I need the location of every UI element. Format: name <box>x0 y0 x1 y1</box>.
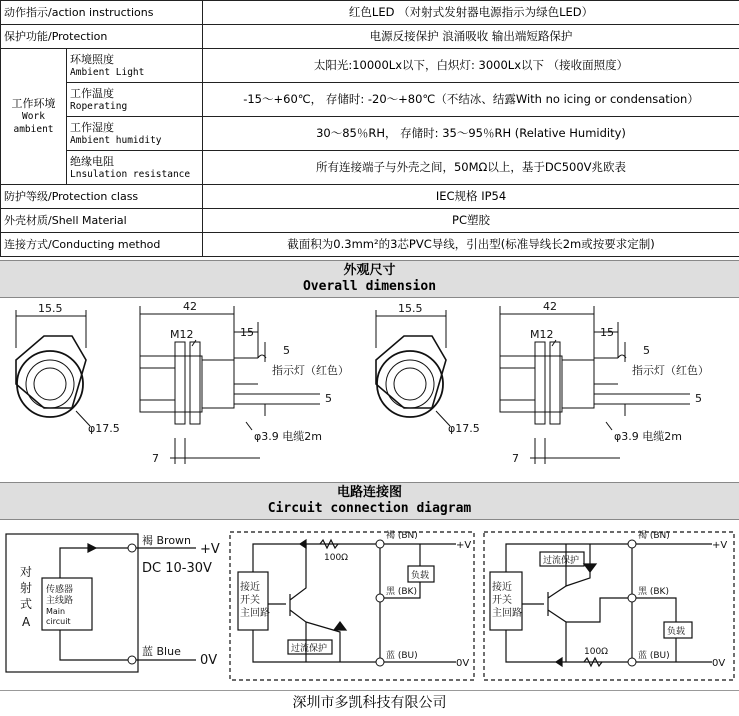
main-circuit-line: 接近 <box>492 582 512 593</box>
zero-v-label: 0V <box>200 653 218 668</box>
resistor-label: 100Ω <box>324 553 349 563</box>
dim-cable-gap: 5 <box>695 392 702 405</box>
dim-cable-label: φ3.9 电缆2m <box>614 430 682 443</box>
shell-value: PC塑胶 <box>203 209 739 233</box>
dim-front-dia: φ17.5 <box>88 422 120 435</box>
brown-label: 褐 Brown <box>142 534 192 547</box>
main-circuit-line: 开关 <box>240 595 260 606</box>
overcurrent-label: 过流保护 <box>291 644 328 654</box>
dim-body-length: 42 <box>543 300 557 313</box>
plus-v-label: +V <box>200 542 220 557</box>
env-name-en: Ambient humidity <box>70 134 162 146</box>
dimension-drawing <box>0 298 739 482</box>
row-protection <box>1 25 739 49</box>
env-value: 30～85％RH， 存储时: 35～95％RH (Relative Humidity) <box>203 117 739 151</box>
row-temperature <box>1 83 739 117</box>
dim-thread: M12 <box>170 328 194 341</box>
circuit-title-cn: 电路连接图 <box>336 485 402 500</box>
dim-led-label: 指示灯（红色） <box>272 364 349 377</box>
resistor-label: 100Ω <box>584 647 609 657</box>
front-view-right <box>376 310 450 426</box>
row-insulation <box>1 151 739 185</box>
circuit-b <box>230 530 474 680</box>
bk-label: 黑 (BK) <box>386 587 417 597</box>
load-label: 负载 <box>667 627 686 637</box>
environment-group <box>1 49 67 185</box>
bn-label: 褐 (BN) <box>386 531 418 541</box>
row-protection-class <box>1 185 739 209</box>
dim-nut-width: 7 <box>152 452 159 465</box>
circuit-banner <box>0 482 739 520</box>
env-name <box>67 117 203 151</box>
main-box-line: circuit <box>46 617 71 626</box>
dim-front-width: 15.5 <box>398 302 423 315</box>
zero-v-label: 0V <box>712 658 726 669</box>
dim-body-length: 42 <box>183 300 197 313</box>
bn-label: 褐 (BN) <box>638 531 670 541</box>
circuit-c <box>484 530 734 680</box>
main-circuit-line: 接近 <box>240 582 260 593</box>
dim-cable-label: φ3.9 电缆2m <box>254 430 322 443</box>
env-name-cn: 工作湿度 <box>70 120 114 134</box>
env-group-cn: 工作环境 <box>11 97 56 110</box>
front-view-left <box>16 310 90 426</box>
dimension-title-cn: 外观尺寸 <box>343 263 396 278</box>
row-indicator <box>1 1 739 25</box>
env-name-en: Lnsulation resistance <box>70 168 191 180</box>
spec-table <box>0 0 739 257</box>
dim-led-gap: 5 <box>283 344 290 357</box>
protection-label: 保护功能/Protection <box>1 25 203 49</box>
dimension-title-en: Overall dimension <box>302 279 437 294</box>
circuit-a <box>6 534 220 672</box>
dim-led-len: 15 <box>240 326 254 339</box>
env-name-en: Ambient Light <box>70 66 145 78</box>
bu-label: 蓝 (BU) <box>638 651 670 661</box>
dim-front-width: 15.5 <box>38 302 63 315</box>
dim-nut-width: 7 <box>512 452 519 465</box>
dim-cable-gap: 5 <box>325 392 332 405</box>
dim-led-label: 指示灯（红色） <box>632 364 709 377</box>
overcurrent-label: 过流保护 <box>543 556 580 566</box>
blue-label: 蓝 Blue <box>142 645 181 658</box>
env-name-cn: 环境照度 <box>70 52 114 66</box>
env-value: -15～+60℃， 存储时: -20～+80℃（不结冰、结露With no icing or condensation） <box>203 83 739 117</box>
row-humidity <box>1 117 739 151</box>
env-value: 所有连接端子与外壳之间，50MΩ以上，基于DC500V兆欧表 <box>203 151 739 185</box>
env-name-cn: 工作温度 <box>70 86 114 100</box>
indicator-label: 动作指示/action instructions <box>1 1 203 25</box>
shell-label: 外壳材质/Shell Material <box>1 209 203 233</box>
plus-v-label: +V <box>712 540 728 551</box>
conducting-value: 截面积为0.3mm²的3芯PVC导线，引出型(标准导线长2m或按要求定制) <box>203 233 739 257</box>
main-circuit-line: 主回路 <box>492 608 522 619</box>
protection-class-label: 防护等级/Protection class <box>1 185 203 209</box>
dim-led-len: 15 <box>600 326 614 339</box>
side-label-char: A <box>22 615 31 629</box>
env-name-cn: 绝缘电阻 <box>70 154 114 168</box>
protection-value: 电源反接保护 浪涌吸收 输出端短路保护 <box>203 25 739 49</box>
row-ambient-light <box>1 49 739 83</box>
protection-class-value: IEC规格 IP54 <box>203 185 739 209</box>
plus-v-label: +V <box>456 540 472 551</box>
bu-label: 蓝 (BU) <box>386 651 418 661</box>
main-circuit-line: 开关 <box>492 595 512 606</box>
load-label: 负载 <box>411 571 430 581</box>
conducting-label: 连接方式/Conducting method <box>1 233 203 257</box>
env-name <box>67 83 203 117</box>
env-name <box>67 49 203 83</box>
main-box-line: Main <box>46 607 66 616</box>
bk-label: 黑 (BK) <box>638 587 669 597</box>
main-box-line: 主线路 <box>46 596 74 606</box>
dc-voltage-label: DC 10-30V <box>142 561 212 576</box>
indicator-value: 红色LED （对射式发射器电源指示为绿色LED） <box>203 1 739 25</box>
dim-front-dia: φ17.5 <box>448 422 480 435</box>
env-group-en2: ambient <box>13 124 54 135</box>
company-footer: 深圳市多凯科技有限公司 <box>0 690 739 716</box>
dim-led-gap: 5 <box>643 344 650 357</box>
env-group-en1: Work <box>22 111 45 122</box>
row-shell <box>1 209 739 233</box>
circuit-drawing <box>0 522 739 688</box>
side-label-char: 射 <box>20 581 33 595</box>
env-value: 太阳光:10000Lx以下，白炽灯: 3000Lx以下 （接收面照度） <box>203 49 739 83</box>
side-label-char: 式 <box>20 597 33 611</box>
row-conducting <box>1 233 739 257</box>
main-box-line: 传感器 <box>46 585 74 595</box>
env-name-en: Roperating <box>70 100 128 112</box>
side-label-char: 对 <box>20 565 33 579</box>
main-circuit-line: 主回路 <box>240 608 270 619</box>
env-name <box>67 151 203 185</box>
dimension-banner <box>0 260 739 298</box>
zero-v-label: 0V <box>456 658 470 669</box>
circuit-title-en: Circuit connection diagram <box>267 501 472 516</box>
dim-thread: M12 <box>530 328 554 341</box>
